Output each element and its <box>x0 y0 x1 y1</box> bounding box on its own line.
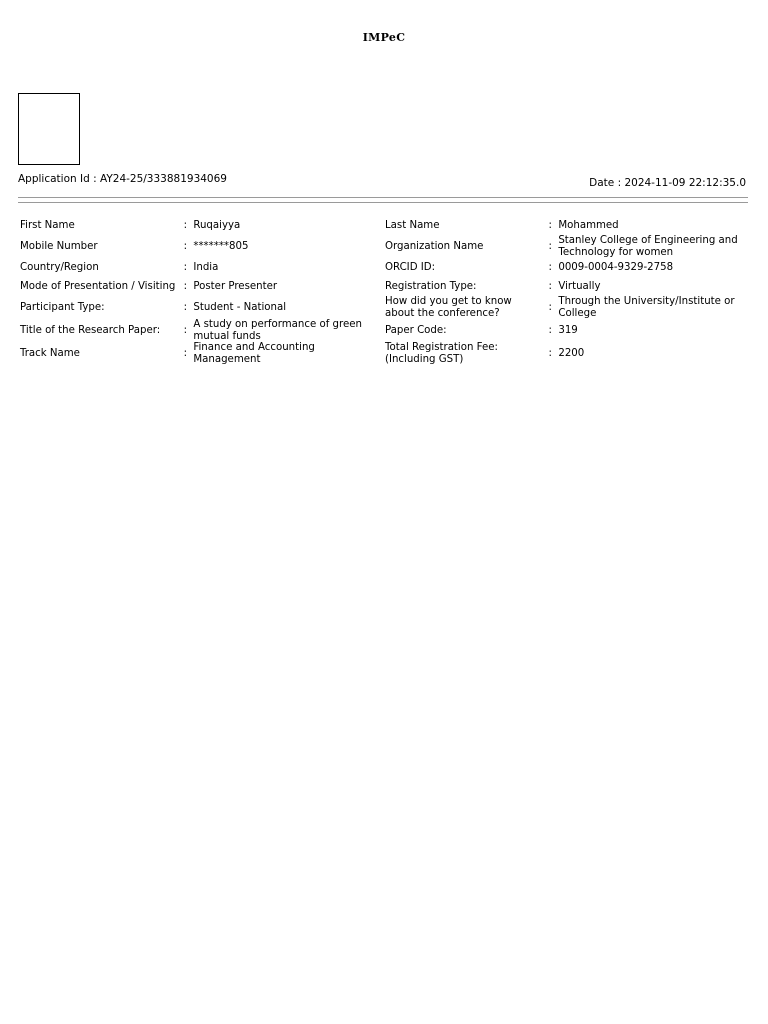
field-label: Last Name <box>384 219 440 231</box>
field-value: India <box>193 261 219 273</box>
field-separator: : <box>183 240 187 252</box>
field-separator: : <box>548 324 552 336</box>
field-label: Mobile Number <box>20 240 98 252</box>
field-value: 2200 <box>558 347 585 359</box>
field-value: Virtually <box>558 280 601 292</box>
field-label: Participant Type: <box>20 301 105 313</box>
field-label: Country/Region <box>20 261 99 273</box>
field-separator: : <box>183 301 187 313</box>
field-value: 319 <box>558 324 578 336</box>
field-value: Ruqaiyya <box>193 219 241 231</box>
field-label: Mode of Presentation / Visiting <box>20 280 176 292</box>
table-row <box>18 216 748 235</box>
field-separator: : <box>183 324 187 336</box>
field-label: How did you get to know about the conference? <box>384 296 512 319</box>
table-row <box>18 235 748 258</box>
field-label: Registration Type: <box>384 280 477 292</box>
field-separator: : <box>548 219 552 231</box>
field-label: Paper Code: <box>384 324 447 336</box>
header-divider-bottom <box>18 202 748 203</box>
field-value: Through the University/Institute or College <box>558 296 735 319</box>
field-separator: : <box>548 301 552 313</box>
field-separator: : <box>183 347 187 359</box>
field-label: Title of the Research Paper: <box>20 324 161 336</box>
field-label: Total Registration Fee: (Including GST) <box>384 342 498 365</box>
photo-placeholder <box>18 93 80 165</box>
table-row <box>18 258 748 277</box>
field-label: ORCID ID: <box>384 261 436 273</box>
field-value: Student - National <box>193 301 287 313</box>
field-value: Mohammed <box>558 219 619 231</box>
field-value: A study on performance of green mutual funds <box>193 319 362 342</box>
document-title: IMPeC <box>362 31 406 44</box>
field-label: First Name <box>20 219 75 231</box>
field-label: Track Name <box>20 347 80 359</box>
field-value: 0009-0004-9329-2758 <box>558 261 674 273</box>
table-row <box>18 319 748 342</box>
header-divider-top <box>18 197 748 198</box>
field-label: Organization Name <box>384 240 484 252</box>
field-separator: : <box>183 261 187 273</box>
field-separator: : <box>548 280 552 292</box>
table-row <box>18 277 748 296</box>
field-value: Finance and Accounting Management <box>193 342 315 365</box>
field-separator: : <box>548 261 552 273</box>
table-row <box>18 296 748 319</box>
field-value: Poster Presenter <box>193 280 278 292</box>
field-separator: : <box>183 219 187 231</box>
field-separator: : <box>548 240 552 252</box>
table-row <box>18 342 748 365</box>
field-value: Stanley College of Engineering and Technology for women <box>558 235 738 258</box>
application-id: Application Id : AY24-25/333881934069 <box>18 173 227 185</box>
participant-details-table <box>18 216 748 365</box>
application-date: Date : 2024-11-09 22:12:35.0 <box>589 177 746 189</box>
field-value: *******805 <box>193 240 249 252</box>
field-separator: : <box>548 347 552 359</box>
field-separator: : <box>183 280 187 292</box>
